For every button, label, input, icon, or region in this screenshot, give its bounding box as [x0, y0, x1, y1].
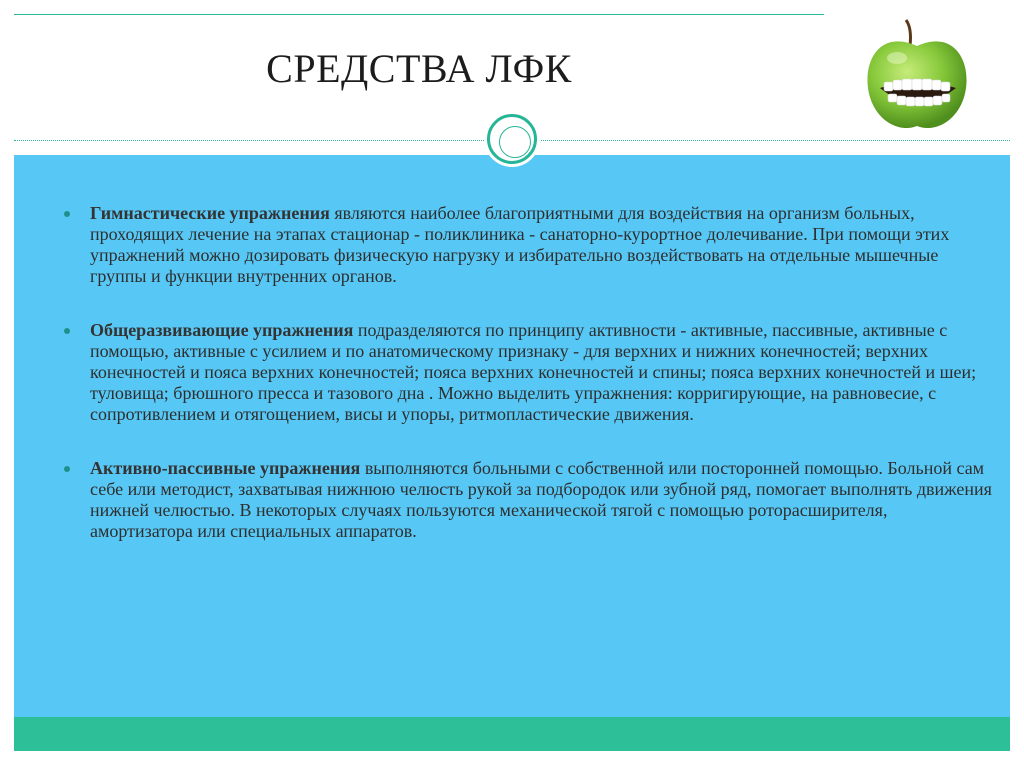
footer-bar — [14, 717, 1010, 751]
bullet-term: Активно-пассивные упражнения — [90, 458, 361, 478]
ring-outer — [487, 114, 537, 164]
content-panel — [14, 155, 1010, 717]
bullet-item — [64, 320, 994, 425]
bullet-term: Гимнастические упражнения — [90, 203, 330, 223]
apple-with-teeth-image — [862, 18, 972, 136]
bullet-text: выполняются больными с собственной или посторонней помощью. Больной сам себе или методист, захватывая нижнюю челюсть рукой за подбородок или зубной ряд, помогает выполнять движения нижней челюстью. В некоторых случаях пользуются механической тягой с помощью роторасширителя, амортизатора или специальных аппаратов. — [90, 458, 992, 541]
slide-title: СРЕДСТВА ЛФК — [266, 46, 572, 91]
bullet-term: Общеразвивающие упражнения — [90, 320, 354, 340]
ring-inner — [499, 126, 531, 158]
bullet-dot-icon — [64, 466, 70, 472]
bullet-list — [64, 203, 994, 575]
ring-ornament-icon — [484, 111, 540, 167]
bullet-text: являются наиболее благоприятными для воздействия на организм больных, проходящих лечение на этапах стационар - поликлиника - санаторно-курортное долечивание. При помощи этих упражнений можно дозировать физическую нагрузку и избирательно воздействовать на отдельные мышечные группы и функции внутренних органов. — [90, 203, 950, 286]
bullet-item — [64, 203, 994, 287]
bullet-item — [64, 458, 994, 542]
slide-header — [14, 14, 824, 143]
bullet-text: подразделяются по принципу активности - активные, пассивные, активные с помощью, активные с усилием и по анатомическому признаку - для верхних и нижних конечностей; верхних конечностей и пояса верхних конечностей; пояса верхних конечностей и спины; пояса верхних конечностей и шеи; туловища; брюшного пресса и тазового дна . Можно выделить упражнения: корригирующие, на равновесие, с сопротивлением и отягощением, висы и упоры, ритмопластические движения. — [90, 320, 977, 424]
bullet-dot-icon — [64, 328, 70, 334]
bullet-dot-icon — [64, 211, 70, 217]
